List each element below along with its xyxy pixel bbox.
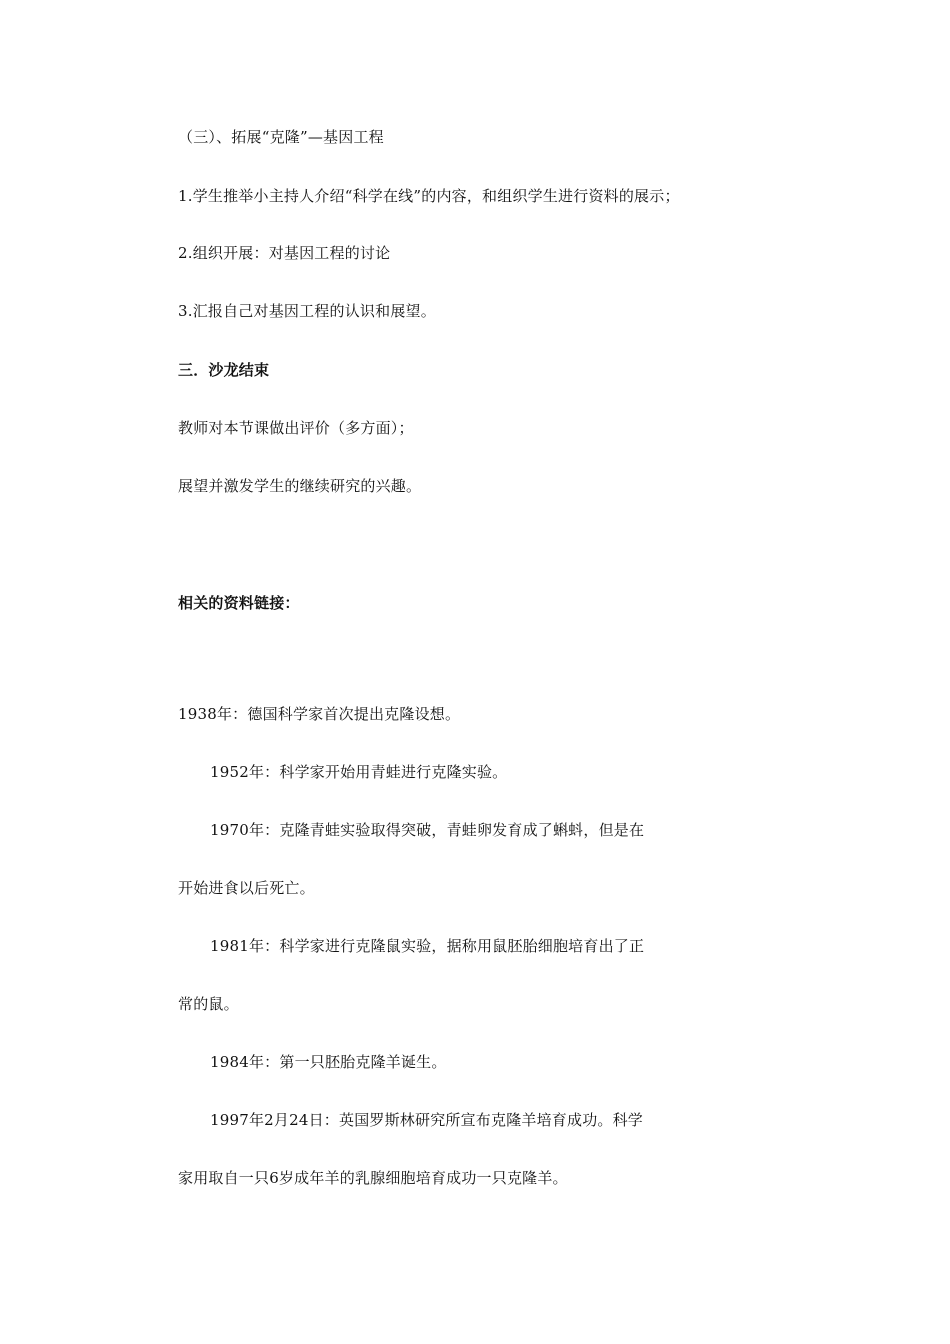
timeline-entry: 1981年：科学家进行克隆鼠实验，据称用鼠胚胎细胞培育出了正 — [210, 937, 645, 955]
list-item: 1.学生推举小主持人介绍“科学在线”的内容，和组织学生进行资料的展示； — [178, 187, 680, 205]
section-heading: 三．沙龙结束 — [178, 361, 270, 379]
timeline-entry: 1952年：科学家开始用青蛙进行克隆实验。 — [210, 763, 508, 781]
list-item: 2.组织开展：对基因工程的讨论 — [178, 244, 391, 262]
timeline-entry: 1970年：克隆青蛙实验取得突破，青蛙卵发育成了蝌蚪，但是在 — [210, 821, 645, 839]
paragraph-line: 展望并激发学生的继续研究的兴趣。 — [178, 477, 422, 495]
subsection-heading: （三）、拓展“克隆”—基因工程 — [178, 128, 384, 146]
paragraph-line: 教师对本节课做出评价（多方面）； — [178, 419, 414, 437]
timeline-entry-continuation: 常的鼠。 — [178, 995, 239, 1013]
timeline-entry: 1938年：德国科学家首次提出克隆设想。 — [178, 705, 461, 723]
timeline-entry: 1997年2月24日：英国罗斯林研究所宣布克隆羊培育成功。科学 — [210, 1111, 644, 1129]
timeline-entry: 1984年：第一只胚胎克隆羊诞生。 — [210, 1053, 447, 1071]
resources-heading: 相关的资料链接： — [178, 594, 300, 612]
timeline-entry-continuation: 家用取自一只6岁成年羊的乳腺细胞培育成功一只克隆羊。 — [178, 1169, 568, 1187]
list-item: 3.汇报自己对基因工程的认识和展望。 — [178, 302, 436, 320]
timeline-entry-continuation: 开始进食以后死亡。 — [178, 879, 315, 897]
